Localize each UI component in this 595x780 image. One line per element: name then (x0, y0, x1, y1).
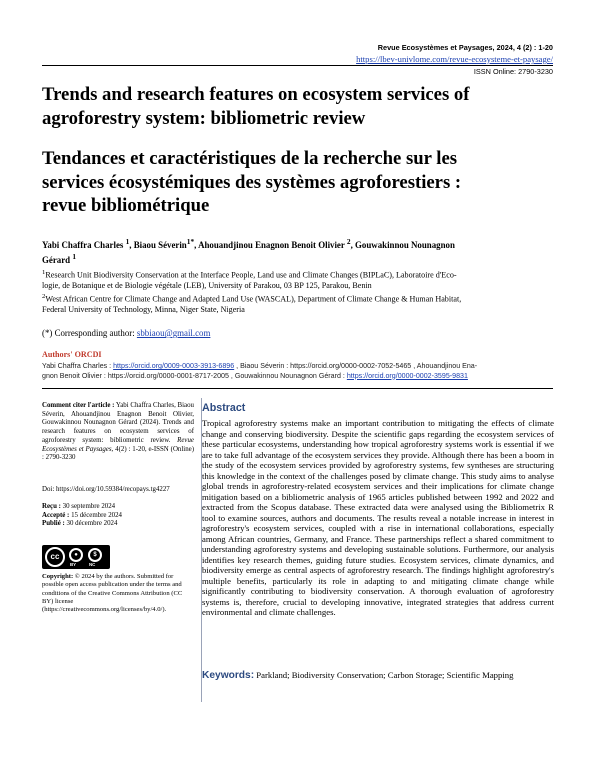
issn-label: ISSN Online: 2790-3230 (473, 67, 553, 76)
noncommercial-icon: $ (88, 548, 102, 562)
title-english (42, 83, 554, 130)
cc-by-label: BY (70, 562, 77, 567)
copyright-text: © 2024 by the authors. Submitted for possible open access publication under the terms and conditions of the Creative Commons Attribution (CC BY) license (https://creativecommons.org/licenses/by/4.0/). (42, 573, 183, 614)
abstract-heading: Abstract (202, 402, 246, 414)
author-affiliation-mark: 1 (125, 237, 130, 246)
orcid-link[interactable]: https://orcid.org/0009-0003-3913-6896 (113, 362, 235, 370)
affiliation-mark: 2 (42, 292, 46, 300)
accepted-label: Accepté : (42, 511, 70, 519)
keywords-label: Keywords: (202, 670, 255, 681)
author-affiliation-mark: 1* (186, 237, 195, 246)
journal-url-link[interactable]: https://lbev-univlome.com/revue-ecosysteme-et-paysage/ (356, 54, 553, 64)
author-name: , Biaou Séverin (129, 239, 187, 250)
affiliation-mark: 1 (42, 269, 46, 276)
corresponding-email-link[interactable]: sbbiaou@gmail.com (136, 328, 211, 338)
author-list (42, 236, 554, 267)
published-label: Publié : (42, 520, 65, 528)
affiliation-text: logie, de Botanique et de Biologie végétale (LEB), University of Parakou, 03 BP 125, Parakou, Benin (42, 281, 372, 291)
citation-text: 4(2) : 1-20, e-ISSN (Online) : 2790-3230 (42, 445, 194, 462)
doi-text[interactable]: Doi: https://doi.org/10.59384/recopays.tg4227 (42, 486, 170, 493)
citation-text: Yabi Chaffra Charles, Biaou Séverin, Ahouandjinou Enagnon Benoit Olivier, Gouwakinnou Nounagnon Gérard (2024). Trends and research features on ecosystem services of agroforestry system: bibliometric review. (42, 402, 194, 444)
author-name: , Ahouandjinou Enagnon Benoit Olivier (194, 239, 347, 250)
title-french-line: services écosystémiques des systèmes agroforestiers : (42, 171, 462, 193)
attribution-person-icon: ● (69, 548, 83, 562)
dates-block (42, 503, 194, 529)
copyright-label: Copyright: (42, 573, 74, 580)
cc-nc-label: NC (89, 562, 96, 567)
affiliation-text: Research Unit Biodiversity Conservation at the Interface People, Land use and Climate Changes (BIPLaC), Laboratoire d'Eco- (45, 270, 457, 280)
title-english-line: agroforestry system: bibliometric review (42, 107, 366, 129)
orcid-text: Yabi Chaffra Charles : (42, 362, 114, 370)
cc-logo-icon: cc (45, 547, 65, 567)
copyright-block (42, 573, 194, 614)
author-name: Yabi Chaffra Charles (42, 239, 126, 250)
affiliation-text: West African Centre for Climate Change and Adapted Land Use (WASCAL), Department of Climate Change & Human Habitat, (45, 294, 462, 304)
affiliation-text: Federal University of Technology, Minna, Niger State, Nigeria (42, 304, 245, 314)
title-french (42, 147, 554, 218)
citation-block (42, 402, 194, 463)
citation-label: Comment citer l'article : (42, 402, 115, 409)
orcid-list (42, 362, 554, 381)
orcid-text: , Biaou Séverin : https://orcid.org/0000-0002-7052-5465 , Ahouandjinou Ena- (234, 362, 478, 370)
author-name: Gérard (42, 255, 73, 266)
affiliations (42, 268, 554, 315)
author-affiliation-mark: 2 (346, 237, 351, 246)
accepted-date: 15 décembre 2024 (69, 511, 122, 519)
cc-license-badge[interactable] (42, 545, 110, 569)
orcid-text: gnon Benoit Olivier : https://orcid.org/0000-0001-8717-2005 , Gouwakinnou Nounagnon Gérard : (42, 371, 347, 380)
author-affiliation-mark: 1 (72, 252, 77, 262)
header-divider (42, 65, 553, 66)
corresponding-label: (*) Corresponding author: (42, 328, 137, 338)
citation-journal: Revue Ecosystèmes et Paysages, (42, 436, 194, 453)
author-name: , Gouwakinnou Nounagnon (350, 239, 455, 250)
received-label: Reçu : (42, 503, 61, 510)
title-french-line: revue bibliométrique (42, 195, 210, 216)
title-english-line: Trends and research features on ecosystem services of (42, 84, 470, 105)
keywords-value: Parkland; Biodiversity Conservation; Carbon Storage; Scientific Mapping (254, 670, 514, 680)
journal-citation-header: Revue Ecosystèmes et Paysages, 2024, 4 (2) : 1-20 (377, 43, 553, 52)
corresponding-author (42, 328, 210, 338)
published-date: 30 décembre 2024 (64, 520, 118, 528)
orcid-heading: Authors' ORCDI (42, 350, 102, 359)
keywords-line (202, 670, 513, 681)
section-divider (42, 388, 553, 389)
orcid-link[interactable]: https://orcid.org/0000-0002-3595-9831 (346, 371, 468, 380)
received-date: 30 septembre 2024 (60, 503, 116, 510)
title-french-line: Tendances et caractéristiques de la recherche sur les (42, 148, 458, 169)
abstract-body: Tropical agroforestry systems make an important contribution to mitigating the effects of climate change and conserving biodiversity. Despite the scientific gaps regarding the ecosystem services of these particular ecosystems, understanding how tropical agroforestry systems work is essential if we are to take full advantage of the ecosystem services they provide. Although there has been a boom in the study of the ecosystem services provided by agroforestry systems, few syntheses are structuring this knowledge in the context of the challenges posed by climate change. This study aims to analyse global trends in agroforestry-related ecosystem services and their implications for climate change mitigation based on a bibliometric analysis of 1965 articles published between 1992 and 2022 and extracted from the Scopus database. These extracted data were analysed using the Bibliometrix R tool to examine sources, authors and documents. The results reveal a notable increase in interest in agroforestry's ecosystem services, coupled with a rise in international collaborations, especially among African countries, Germany, and France. These partnerships reflect a shared commitment to understanding agroforestry systems and developing sustainable solutions. Furthermore, our analysis identifies key research themes, guiding future studies. Ecosystem services, climate dynamics, and biodiversity emerge as central aspects of agroforestry research. The findings highlight agroforestry's multiple benefits, particularly its role in adapting to and mitigating climate change while significantly contributing to biodiversity conservation. A thorough evaluation of agroforestry systems is, therefore, crucial to developing innovative, integrated strategies that address current environmental and climate challenges. (202, 418, 554, 617)
